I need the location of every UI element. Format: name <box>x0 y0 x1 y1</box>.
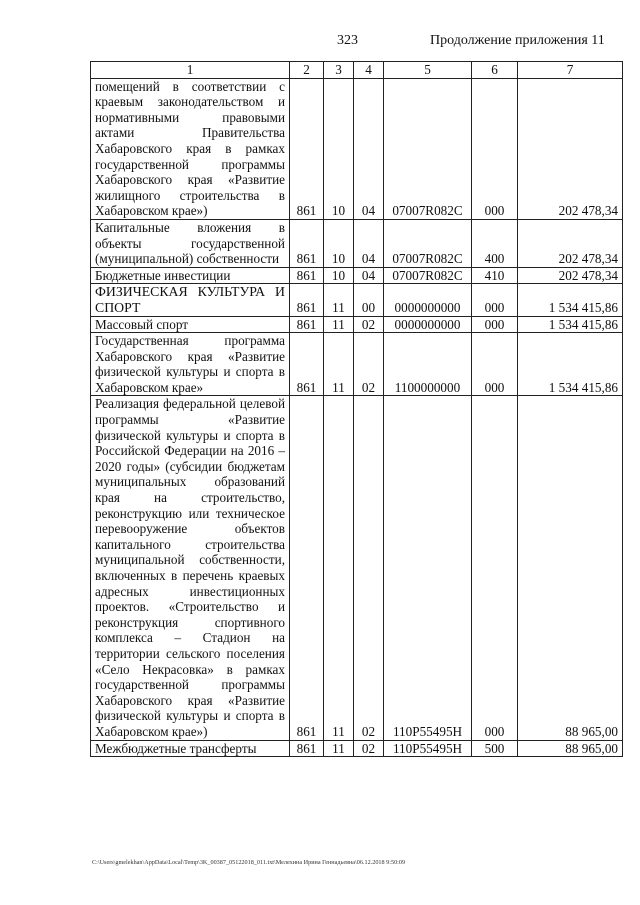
cell-sum: 202 478,34 <box>518 219 623 267</box>
row-description: Межбюджетные трансферты <box>91 740 290 757</box>
cell-csr: 110P55495H <box>384 740 472 757</box>
row-description: Массовый спорт <box>91 316 290 333</box>
table-row <box>91 78 623 219</box>
column-header: 3 <box>324 62 354 79</box>
cell-rz: 10 <box>324 78 354 219</box>
cell-rz: 11 <box>324 396 354 740</box>
cell-pr: 02 <box>354 740 384 757</box>
row-description: Реализация федеральной целевой программы «Развитие физической культуры и спорта в Российской Федерации на 2016 – 2020 годы» (субсидии бюджетам муниципальных образований края на строительство, реконструкцию или техническое перевооружение объектов капитального строительства муниципальной собственности, включенных в перечень краевых адресных инвестиционных проектов. «Строительство и реконструкция спортивного комплекса – Стадион на территории сельского поселения «Село Некрасовка» в рамках государственной программы Хабаровского края «Развитие физической культуры и спорта в Хабаровском крае») <box>91 396 290 740</box>
cell-sum: 1 534 415,86 <box>518 284 623 316</box>
table-row <box>91 316 623 333</box>
cell-pr: 04 <box>354 219 384 267</box>
cell-csr: 1100000000 <box>384 333 472 396</box>
budget-table <box>90 61 623 757</box>
cell-pr: 02 <box>354 396 384 740</box>
column-header: 6 <box>472 62 518 79</box>
cell-vr: 400 <box>472 219 518 267</box>
cell-rz: 10 <box>324 267 354 284</box>
cell-csr: 07007R082C <box>384 78 472 219</box>
cell-vr: 000 <box>472 396 518 740</box>
cell-rz: 11 <box>324 740 354 757</box>
cell-csr: 110P55495H <box>384 396 472 740</box>
cell-rz: 10 <box>324 219 354 267</box>
cell-vr: 000 <box>472 333 518 396</box>
column-header: 7 <box>518 62 623 79</box>
cell-csr: 07007R082C <box>384 267 472 284</box>
column-header: 5 <box>384 62 472 79</box>
cell-rz: 11 <box>324 316 354 333</box>
cell-pr: 04 <box>354 267 384 284</box>
cell-sum: 88 965,00 <box>518 396 623 740</box>
row-description: помещений в соответствии с краевым законодательством и нормативными правовыми актами Правительства Хабаровского края в рамках государственной программы Хабаровского края «Развитие жилищного строительства в Хабаровском крае») <box>91 78 290 219</box>
cell-csr: 0000000000 <box>384 284 472 316</box>
cell-sum: 1 534 415,86 <box>518 316 623 333</box>
cell-pr: 02 <box>354 333 384 396</box>
column-header: 4 <box>354 62 384 79</box>
cell-gr: 861 <box>290 316 324 333</box>
cell-pr: 04 <box>354 78 384 219</box>
cell-sum: 1 534 415,86 <box>518 333 623 396</box>
cell-gr: 861 <box>290 219 324 267</box>
cell-vr: 000 <box>472 78 518 219</box>
table-header-row <box>91 62 623 79</box>
cell-csr: 07007R082C <box>384 219 472 267</box>
page-number: 323 <box>337 33 358 48</box>
cell-rz: 11 <box>324 333 354 396</box>
cell-csr: 0000000000 <box>384 316 472 333</box>
file-path-footer: C:\Users\gmelekhan\AppData\Local\Temp\3K_00387_05122018_011.txt\Мелехина Ирина Геннадьевна\06.12.2018 9:50:09 <box>92 859 406 866</box>
cell-vr: 000 <box>472 316 518 333</box>
appendix-continuation-note: Продолжение приложения 11 <box>430 33 605 48</box>
cell-gr: 861 <box>290 333 324 396</box>
cell-sum: 202 478,34 <box>518 267 623 284</box>
cell-gr: 861 <box>290 78 324 219</box>
cell-sum: 88 965,00 <box>518 740 623 757</box>
row-description: Капитальные вложения в объекты государственной (муниципальной) собственности <box>91 219 290 267</box>
cell-rz: 11 <box>324 284 354 316</box>
cell-vr: 410 <box>472 267 518 284</box>
table-row <box>91 740 623 757</box>
row-description: ФИЗИЧЕСКАЯ КУЛЬТУРА И СПОРТ <box>91 284 290 316</box>
cell-pr: 00 <box>354 284 384 316</box>
cell-gr: 861 <box>290 740 324 757</box>
row-description: Бюджетные инвестиции <box>91 267 290 284</box>
row-description: Государственная программа Хабаровского края «Развитие физической культуры и спорта в Хабаровском крае» <box>91 333 290 396</box>
column-header: 1 <box>91 62 290 79</box>
cell-vr: 000 <box>472 284 518 316</box>
table-row <box>91 333 623 396</box>
cell-vr: 500 <box>472 740 518 757</box>
cell-gr: 861 <box>290 267 324 284</box>
column-header: 2 <box>290 62 324 79</box>
cell-gr: 861 <box>290 396 324 740</box>
table-row <box>91 396 623 740</box>
cell-pr: 02 <box>354 316 384 333</box>
cell-gr: 861 <box>290 284 324 316</box>
table-row <box>91 267 623 284</box>
table-row <box>91 284 623 316</box>
cell-sum: 202 478,34 <box>518 78 623 219</box>
table-row <box>91 219 623 267</box>
